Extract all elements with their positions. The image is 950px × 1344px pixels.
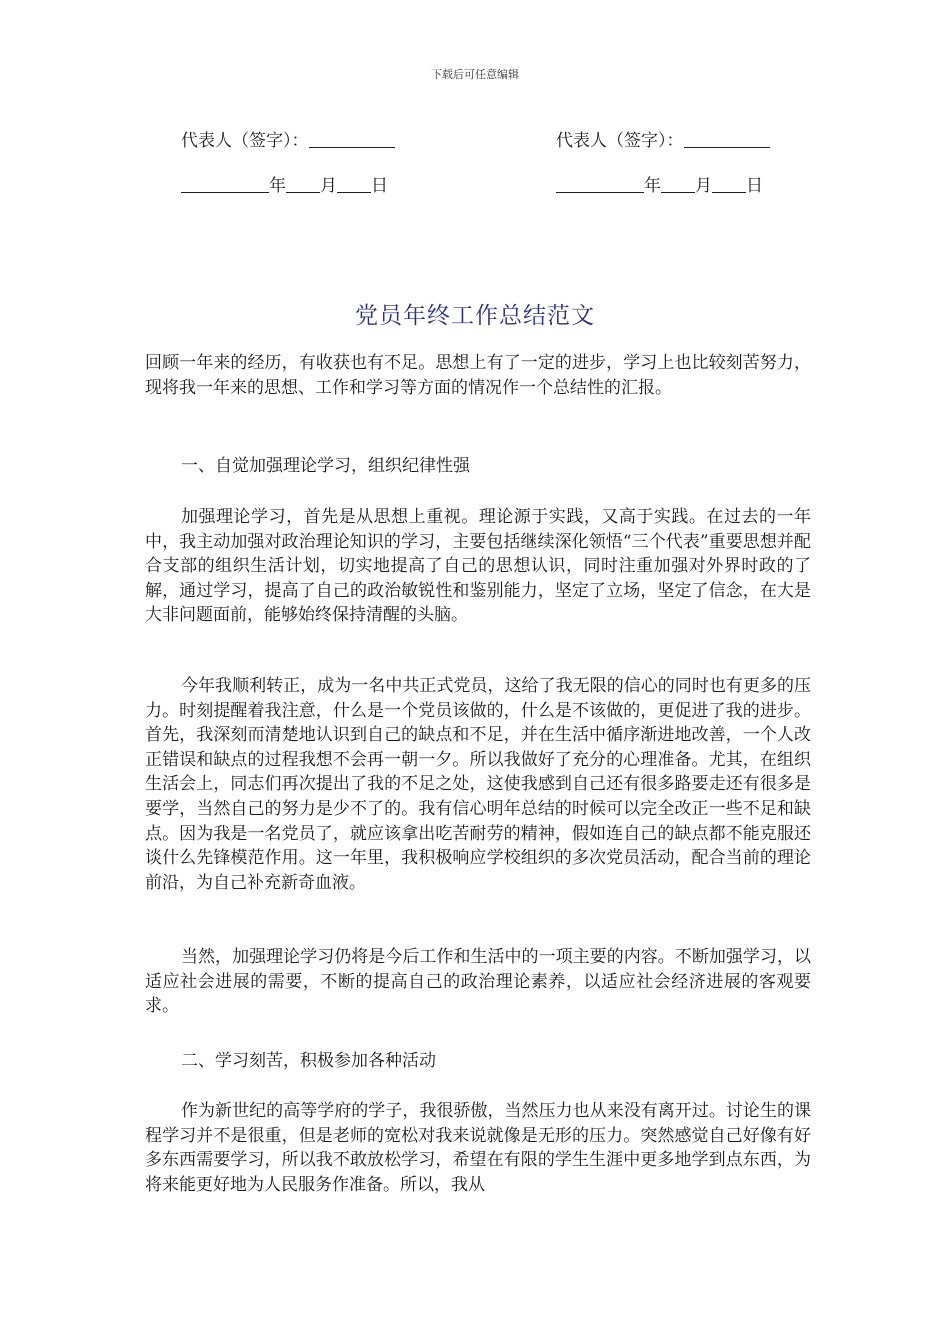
month-blank-right xyxy=(661,176,695,193)
paragraph-2: 今年我顺利转正，成为一名中共正式党员，这给了我无限的信心的同时也有更多的压力。时刻提醒着我注意，什么是一个党员该做的，什么是不该做的，更促进了我的进步。首先，我深刻而清楚地认识到自己的缺点和不足，并在生活中循序渐进地改善，一个人改正错误和缺点的过程我想不会再一朝一夕。所以我做好了充分的心理准备。尤其，在组织生活会上，同志们再次提出了我的不足之处，这使我感到自己还有很多路要走还有很多是要学，当然自己的努力是少不了的。我有信心明年总结的时候可以完全改正一些不足和缺点。因为我是一名党员了，就应该拿出吃苦耐劳的精神，假如连自己的缺点都不能克服还谈什么先锋模范作用。这一年里，我积极响应学校组织的多次党员活动，配合当前的理论前沿，为自己补充新奇血液。 xyxy=(145,676,811,893)
year-blank-right xyxy=(556,176,644,193)
day-blank-right xyxy=(712,176,746,193)
year-label-left: 年 xyxy=(269,176,286,196)
paragraph-3: 当然，加强理论学习仍将是今后工作和生活中的一项主要的内容。不断加强学习，以适应社会进展的需要，不断的提高自己的政治理论素养，以适应社会经济进展的客观要求。 xyxy=(145,947,811,1017)
month-blank-left xyxy=(286,176,320,193)
signature-line-right xyxy=(556,126,770,151)
month-label-left: 月 xyxy=(320,176,337,196)
paragraph-1: 加强理论学习，首先是从思想上重视。理论源于实践，又高于实践。在过去的一年中，我主动加强对政治理论知识的学习，主要包括继续深化领悟“三个代表”重要思想并配合支部的组织生活计划，切实地提高了自己的思想认识，同时注重加强对外界时政的了解，通过学习，提高了自己的政治敏锐性和鉴别能力，坚定了立场，坚定了信念，在大是大非问题面前，能够始终保持清醒的头脑。 xyxy=(145,507,811,626)
signature-blank-right xyxy=(684,131,770,148)
paragraph-4: 作为新世纪的高等学府的学子，我很骄傲，当然压力也从来没有离开过。讨论生的课程学习并不是很重，但是老师的宽松对我来说就像是无形的压力。突然感觉自己好像有好多东西需要学习，所以我不敢放松学习，希望在有限的学生生涯中更多地学到点东西，为将来能更好地为人民服务作准备。所以，我从 xyxy=(145,1101,811,1195)
year-blank-left xyxy=(181,176,269,193)
signature-line-left xyxy=(181,126,395,151)
day-blank-left xyxy=(337,176,371,193)
year-label-right: 年 xyxy=(644,176,661,196)
signature-label-right: 代表人（签字）： xyxy=(556,131,684,151)
header-note: 下载后可任意编辑 xyxy=(431,68,519,81)
intro-paragraph: 回顾一年来的经历，有收获也有不足。思想上有了一定的进步，学习上也比较刻苦努力，现将我一年来的思想、工作和学习等方面的情况作一个总结性的汇报。 xyxy=(145,353,811,398)
day-label-right: 日 xyxy=(746,176,763,196)
section-heading-1: 一、自觉加强理论学习，组织纪律性强 xyxy=(181,456,470,476)
section-heading-2: 二、学习刻苦，积极参加各种活动 xyxy=(181,1051,436,1071)
day-label-left: 日 xyxy=(371,176,388,196)
signature-label-left: 代表人（签字）： xyxy=(181,131,309,151)
document-title: 党员年终工作总结范文 xyxy=(355,303,595,329)
date-line-right xyxy=(556,171,763,196)
date-line-left xyxy=(181,171,388,196)
month-label-right: 月 xyxy=(695,176,712,196)
signature-blank-left xyxy=(309,131,395,148)
